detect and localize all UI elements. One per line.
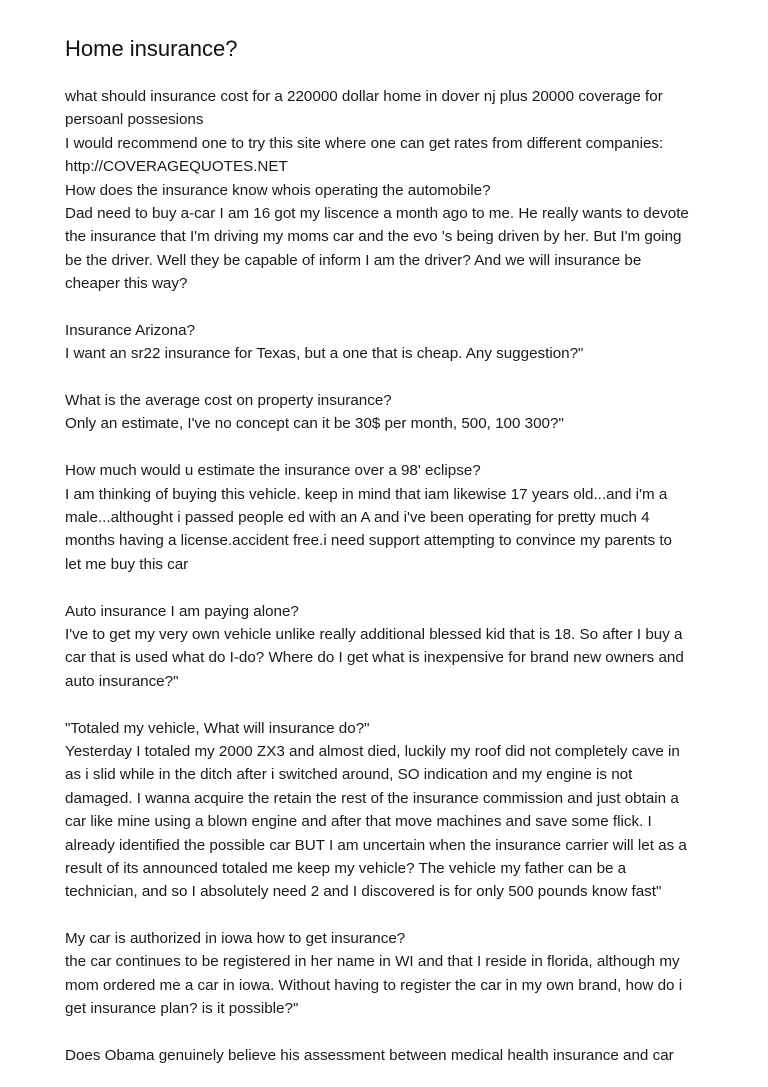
paragraph-gap (65, 693, 715, 716)
text-line: as i slid while in the ditch after i switched around, SO indication and my engine is not (65, 766, 633, 784)
text-line: mom ordered me a car in iowa. Without having to register the car in my own brand, how do i (65, 976, 683, 994)
text-line: persoanl possesions (65, 111, 204, 129)
text-line: Insurance Arizona? (65, 321, 196, 339)
paragraph-gap (65, 904, 715, 927)
text-line: Does Obama genuinely believe his assessment between medical health insurance and car (65, 1047, 674, 1065)
text-line: get insurance plan? is it possible?" (65, 1000, 299, 1018)
text-line: I want an sr22 insurance for Texas, but a one that is cheap. Any suggestion?" (65, 345, 584, 363)
document-title: Home insurance? (65, 36, 238, 61)
text-line: How does the insurance know whois operating the automobile? (65, 181, 491, 199)
text-line: months having a license.accident free.i need support attempting to convince my parents to (65, 532, 673, 550)
paragraph-gap (65, 1021, 715, 1044)
text-line: What is the average cost on property insurance? (65, 392, 392, 410)
text-line: car like mine using a blown engine and after that move machines and save some flick. I (65, 813, 652, 831)
paragraph-gap (65, 296, 715, 319)
text-line: Dad need to buy a-car I am 16 got my liscence a month ago to me. He really wants to devote (65, 204, 689, 222)
paragraph-gap (65, 366, 715, 389)
paragraph-gap (65, 436, 715, 459)
text-line: Auto insurance I am paying alone? (65, 602, 299, 620)
text-line: "Totaled my vehicle, What will insurance do?" (65, 719, 370, 737)
text-line: result of its announced totaled me keep my vehicle? The vehicle my father can be a (65, 859, 627, 877)
text-line: let me buy this car (65, 555, 189, 573)
text-line: I would recommend one to try this site where one can get rates from different companies: (65, 134, 664, 152)
text-line: be the driver. Well they be capable of inform I am the driver? And we will insurance be (65, 251, 642, 269)
document-body (65, 85, 715, 1067)
text-line: cheaper this way? (65, 275, 188, 293)
text-line: male...althought i passed people ed with an A and i've been operating for pretty much 4 (65, 509, 650, 527)
text-line: My car is authorized in iowa how to get insurance? (65, 930, 406, 948)
text-line: auto insurance?" (65, 672, 179, 690)
text-line: I've to get my very own vehicle unlike really additional blessed kid that is 18. So after I buy a (65, 625, 683, 643)
text-line: what should insurance cost for a 220000 dollar home in dover nj plus 20000 coverage for (65, 88, 663, 105)
text-line: technician, and so I absolutely need 2 and I discovered is for only 500 pounds know fast" (65, 883, 662, 901)
text-line: Yesterday I totaled my 2000 ZX3 and almost died, luckily my roof did not completely cave in (65, 742, 680, 760)
document-page (65, 34, 715, 1067)
text-line: How much would u estimate the insurance over a 98' eclipse? (65, 462, 481, 480)
text-line: http://COVERAGEQUOTES.NET (65, 158, 288, 176)
text-line: Only an estimate, I've no concept can it be 30$ per month, 500, 100 300?" (65, 415, 564, 433)
text-line: the car continues to be registered in her name in WI and that I reside in florida, although my (65, 953, 680, 971)
text-line: I am thinking of buying this vehicle. keep in mind that iam likewise 17 years old...and i'm a (65, 485, 668, 503)
text-line: damaged. I wanna acquire the retain the rest of the insurance commission and just obtain a (65, 789, 679, 807)
text-line: the insurance that I'm driving my moms car and the evo 's being driven by her. But I'm going (65, 228, 682, 246)
text-line: already identified the possible car BUT I am uncertain when the insurance carrier will let as a (65, 836, 687, 854)
paragraph-gap (65, 576, 715, 599)
text-line: car that is used what do I-do? Where do I get what is inexpensive for brand new owners and (65, 649, 684, 667)
